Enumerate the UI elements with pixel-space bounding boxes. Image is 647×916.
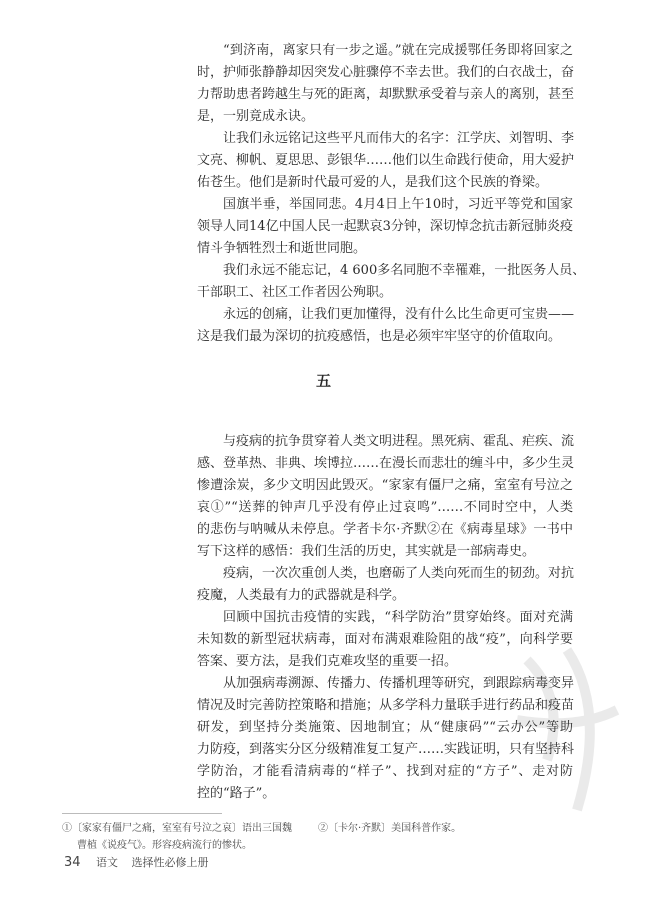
text-line: 国旗半垂，举国同悲。4月4日上午10时，习近平等党和国家 bbox=[223, 197, 573, 212]
paragraph bbox=[197, 431, 573, 563]
text-line: 的悲伤与呐喊从未停息。学者卡尔·齐默②在《病毒星球》一书中 bbox=[197, 522, 573, 537]
text-line: 惨遭涂炭，多少文明因此毁灭。“家家有僵尸之痛，室室有号泣之 bbox=[197, 478, 573, 493]
text-line: 领导人同14亿中国人民一起默哀3分钟，深切悼念抗击新冠肺炎疫 bbox=[197, 219, 573, 234]
text-line: 我们永远不能忘记，4 600多名同胞不幸罹难，一批医务人员、 bbox=[223, 263, 586, 278]
paragraph bbox=[197, 673, 573, 805]
footnote-1-line-2: 曹植《说疫气》。形容疫病流行的惨状。 bbox=[77, 840, 252, 851]
footnote-1 bbox=[62, 820, 302, 854]
book-subject: 语文 bbox=[96, 856, 119, 869]
page-number: 34 bbox=[64, 855, 81, 870]
text-line: 佑苍生。他们是新时代最可爱的人，是我们这个民族的脊梁。 bbox=[197, 175, 549, 190]
paragraph bbox=[197, 607, 573, 673]
footnote-divider bbox=[62, 813, 222, 814]
text-line: 力帮助患者跨越生与死的距离，却默默承受着与亲人的离别，甚至 bbox=[197, 87, 575, 102]
text-line: 情况及时完善防控策略和措施；从多学科力量联手进行药品和疫苗 bbox=[197, 698, 575, 713]
text-line: 是，一别竟成永诀。 bbox=[197, 109, 315, 124]
text-line: 控的“路子”。 bbox=[197, 786, 276, 801]
article-body-part1 bbox=[197, 40, 586, 348]
text-line: 疫病，一次次重创人类，也磨砺了人类向死而生的韧劲。对抗 bbox=[223, 566, 575, 581]
text-line: 时，护师张静静却因突发心脏骤停不幸去世。我们的白衣战士，奋 bbox=[197, 65, 575, 80]
book-volume: 选择性必修上册 bbox=[131, 856, 209, 869]
paragraph bbox=[197, 304, 573, 348]
text-line: 哀①”“送葬的钟声几乎没有停止过哀鸣”……不同时空中，人类 bbox=[197, 500, 573, 515]
text-line: 力防疫，到落实分区分级精准复工复产……实践证明，只有坚持科 bbox=[197, 742, 575, 757]
footnote-2: ②〔卡尔·齐默〕美国科普作家。 bbox=[318, 823, 462, 834]
article-body-part2 bbox=[197, 431, 573, 805]
text-line: 干部职工、社区工作者因公殉职。 bbox=[197, 285, 393, 300]
paragraph bbox=[197, 563, 573, 607]
text-line: 感、登革热、非典、埃博拉……在漫长而悲壮的缠斗中，多少生灵 bbox=[197, 456, 575, 471]
text-line: 永远的创痛，让我们更加懂得，没有什么比生命更可宝贵—— bbox=[223, 307, 575, 322]
page-footer bbox=[64, 854, 209, 870]
text-line: 写下这样的感悟：我们生活的历史，其实就是一部病毒史。 bbox=[197, 544, 536, 559]
text-line: 学防治，才能看清病毒的“样子”、找到对症的“方子”、走对防 bbox=[197, 764, 573, 779]
text-line: 文亮、柳帆、夏思思、彭银华……他们以生命践行使命，用大爱护 bbox=[197, 153, 575, 168]
text-line: 与疫病的抗争贯穿着人类文明进程。黑死病、霍乱、疟疾、流 bbox=[223, 434, 575, 449]
footnote-1-line-1: ①〔家家有僵尸之痛，室室有号泣之哀〕语出三国魏 bbox=[62, 823, 292, 834]
text-line: 研发，到坚持分类施策、因地制宜；从“健康码”“云办公”等助 bbox=[197, 720, 573, 735]
paragraph bbox=[197, 128, 573, 194]
section-heading: 五 bbox=[315, 372, 331, 390]
paragraph bbox=[197, 40, 573, 128]
text-line: 从加强病毒溯源、传播力、传播机理等研究，到跟踪病毒变异 bbox=[223, 676, 575, 691]
text-line: 让我们永远铭记这些平凡而伟大的名字：江学庆、刘智明、李 bbox=[223, 131, 575, 146]
text-line: 疫魔，人类最有力的武器就是科学。 bbox=[197, 588, 406, 603]
paragraph bbox=[197, 260, 586, 304]
paragraph bbox=[197, 194, 573, 260]
text-line: 未知数的新型冠状病毒，面对布满艰难险阻的战“疫”，向科学要 bbox=[197, 632, 573, 647]
text-line: “到济南，离家只有一步之遥。”就在完成援鄂任务即将回家之 bbox=[223, 43, 573, 58]
text-line: 答案、要方法，是我们克难攻坚的重要一招。 bbox=[197, 654, 458, 669]
text-line: 回顾中国抗击疫情的实践，“科学防治”贯穿始终。面对充满 bbox=[223, 610, 573, 625]
text-line: 这是我们最为深切的抗疫感悟，也是必须牢牢坚守的价值取向。 bbox=[197, 329, 562, 344]
text-line: 情斗争牺牲烈士和逝世同胞。 bbox=[197, 241, 367, 256]
